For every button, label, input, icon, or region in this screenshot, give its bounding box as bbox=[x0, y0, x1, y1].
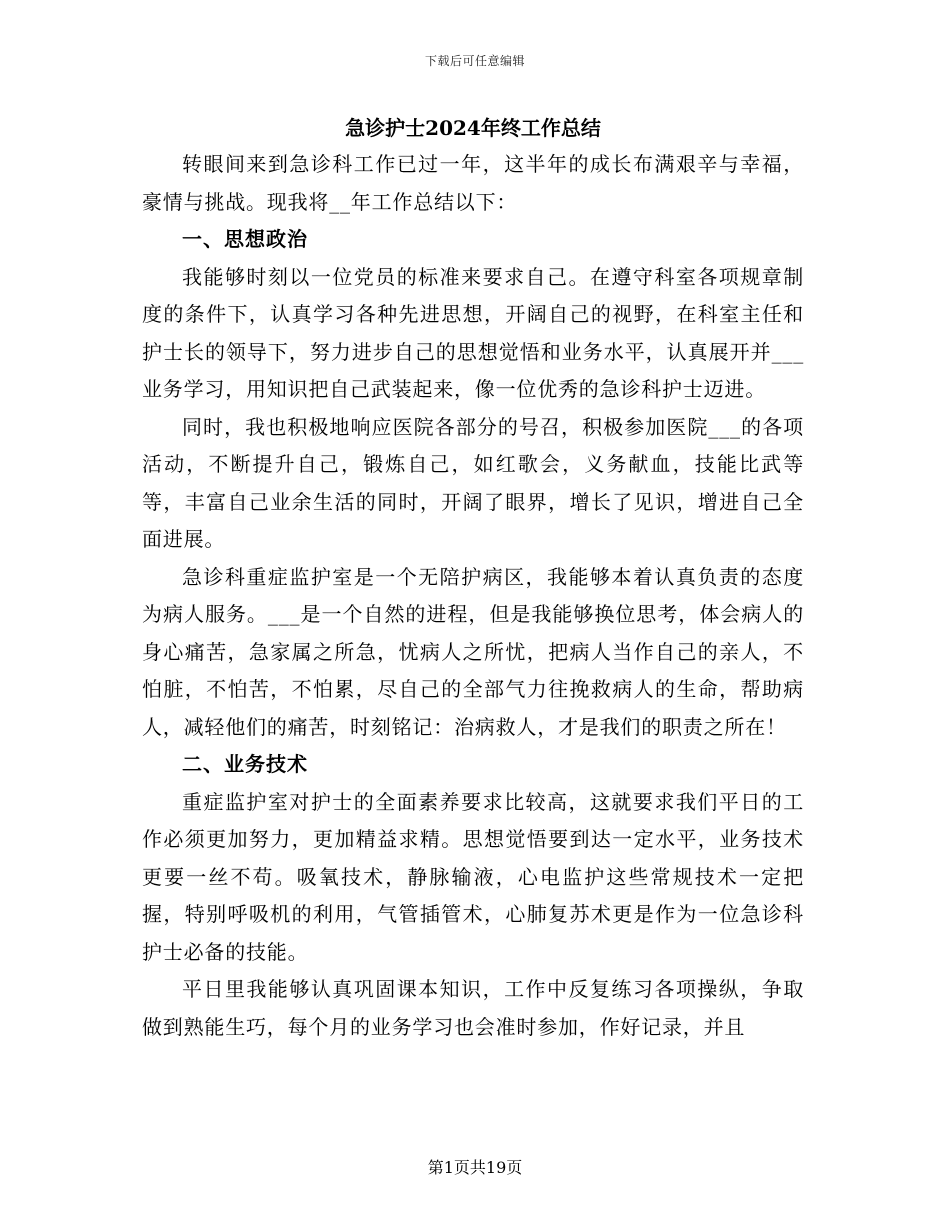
paragraph: 重症监护室对护士的全面素养要求比较高，这就要求我们平日的工作必须更加努力，更加精益求精。思想觉悟要到达一定水平，业务技术更要一丝不苟。吸氧技术，静脉输液，心电监护这些常规技术一定把握，特别呼吸机的利用，气管插管术，心肺复苏术更是作为一位急诊科护士必备的技能。 bbox=[142, 789, 804, 964]
header-note: 下载后可任意编辑 bbox=[424, 54, 525, 68]
section-heading: 一、思想政治 bbox=[182, 227, 308, 251]
paragraph: 同时，我也积极地响应医院各部分的号召，积极参加医院___的各项活动，不断提升自己，锻炼自己，如红歌会，义务献血，技能比武等等，丰富自己业余生活的同时，开阔了眼界，增长了见识，增进自己全面进展。 bbox=[142, 414, 804, 551]
document-body bbox=[142, 112, 804, 1046]
paragraph: 平日里我能够认真巩固课本知识，工作中反复练习各项操纵，争取做到熟能生巧，每个月的业务学习也会准时参加，作好记录，并且 bbox=[142, 977, 804, 1039]
paragraph: 急诊科重症监护室是一个无陪护病区，我能够本着认真负责的态度为病人服务。___是一个自然的进程，但是我能够换位思考，体会病人的身心痛苦，急家属之所急，忧病人之所忧，把病人当作自己的亲人，不怕脏，不怕苦，不怕累，尽自己的全部气力往挽救病人的生命，帮助病人，减轻他们的痛苦，时刻铭记：治病救人，才是我们的职责之所在！ bbox=[142, 564, 804, 739]
page-number: 第1页共19页 bbox=[427, 1158, 523, 1177]
document-title: 急诊护士2024年终工作总结 bbox=[345, 116, 601, 140]
section-skills bbox=[142, 746, 804, 1046]
paragraph: 我能够时刻以一位党员的标准来要求自己。在遵守科室各项规章制度的条件下，认真学习各种先进思想，开阔自己的视野，在科室主任和护士长的领导下，努力进步自己的思想觉悟和业务水平，认真展开并___业务学习，用知识把自己武装起来，像一位优秀的急诊科护士迈进。 bbox=[142, 264, 804, 401]
section-politics bbox=[142, 221, 804, 746]
intro-paragraph: 转眼间来到急诊科工作已过一年，这半年的成长布满艰辛与幸福，豪情与挑战。现我将__年工作总结以下： bbox=[142, 152, 804, 214]
section-heading: 二、业务技术 bbox=[182, 752, 308, 776]
